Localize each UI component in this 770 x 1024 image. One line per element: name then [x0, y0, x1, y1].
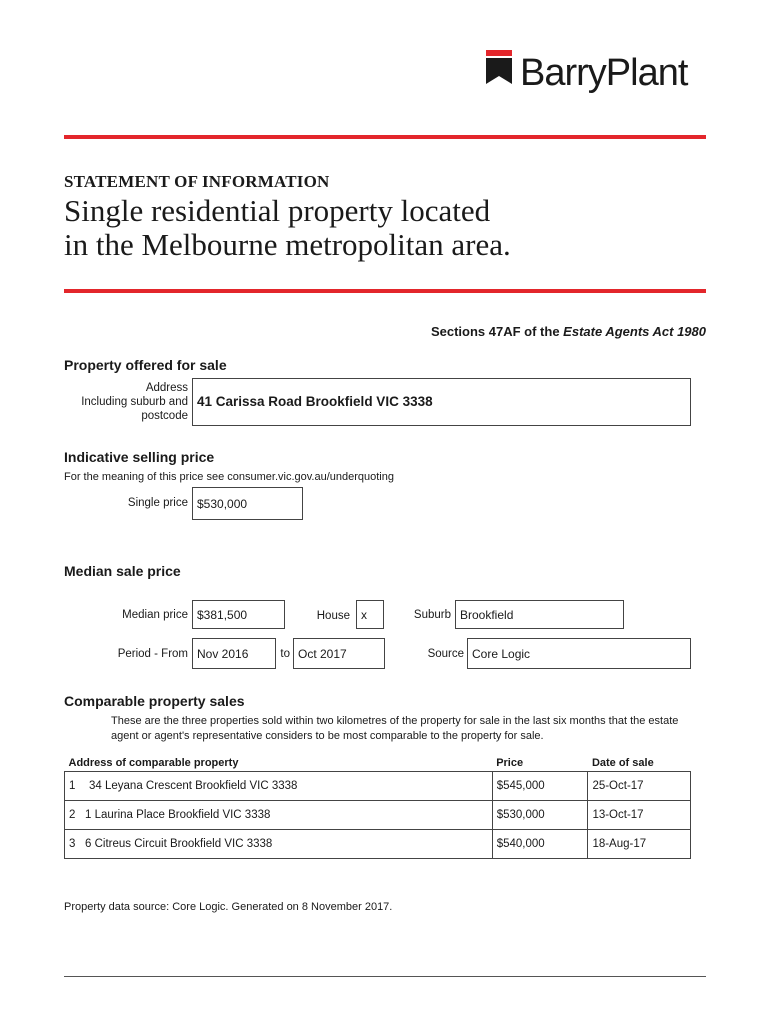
house-label: House: [316, 610, 350, 622]
single-price-label: Single price: [127, 497, 188, 509]
comparable-date-cell[interactable]: 25-Oct-17: [588, 772, 691, 801]
house-checkbox[interactable]: x: [356, 600, 384, 629]
row-number: 3: [69, 838, 76, 850]
comparable-address: 1 Laurina Place Brookfield VIC 3338: [85, 809, 271, 821]
comparable-date-cell[interactable]: 18-Aug-17: [588, 830, 691, 859]
address-label-line-3: postcode: [141, 410, 188, 422]
period-to-field[interactable]: Oct 2017: [293, 638, 385, 669]
data-source-note: Property data source: Core Logic. Generated on 8 November 2017.: [64, 901, 393, 913]
address-label: [60, 381, 188, 423]
comparable-address-cell[interactable]: [65, 772, 493, 801]
document-title: [64, 194, 664, 262]
row-number: 2: [69, 809, 76, 821]
title-line-2: in the Melbourne metropolitan area.: [64, 227, 511, 262]
document-kicker: STATEMENT OF INFORMATION: [64, 172, 330, 191]
address-label-line-2: Including suburb and: [81, 396, 188, 408]
sections-prefix: Sections 47AF of the: [430, 324, 564, 339]
indicative-price-heading: Indicative selling price: [64, 449, 215, 465]
row-number: 1: [69, 780, 76, 792]
suburb-field[interactable]: Brookfield: [455, 600, 624, 629]
period-from-field[interactable]: Nov 2016: [192, 638, 276, 669]
underquoting-note: For the meaning of this price see consumer.vic.gov.au/underquoting: [64, 471, 394, 483]
comparable-description: These are the three properties sold within two kilometres of the property for sale in the last six months that the estate agent or agent's representative considers to be most comparable to the property for sale.: [111, 715, 679, 742]
table-header-row: [65, 754, 691, 772]
comparable-address-cell[interactable]: [65, 801, 493, 830]
comparable-address: 34 Leyana Crescent Brookfield VIC 3338: [89, 780, 298, 792]
comparable-price-cell[interactable]: $530,000: [492, 801, 588, 830]
title-line-1: Single residential property located: [64, 193, 491, 228]
col-date-header: Date of sale: [591, 756, 654, 769]
period-to-label: to: [280, 648, 290, 660]
col-price-header: Price: [496, 756, 524, 769]
comparable-date-cell[interactable]: 13-Oct-17: [588, 801, 691, 830]
barry-plant-logo: [486, 50, 708, 100]
table-row: [65, 830, 691, 859]
comparable-sales-heading: Comparable property sales: [64, 693, 245, 709]
period-from-label: Period - From: [117, 648, 188, 660]
title-divider: [64, 289, 706, 293]
comparable-price-cell[interactable]: $545,000: [492, 772, 588, 801]
top-divider: [64, 135, 706, 139]
median-price-label: Median price: [122, 609, 188, 621]
median-price-field[interactable]: $381,500: [192, 600, 285, 629]
comparable-address-cell[interactable]: [65, 830, 493, 859]
logo-wordmark: BarryPlant: [520, 52, 688, 94]
median-price-heading: Median sale price: [64, 563, 181, 579]
source-label: Source: [427, 648, 464, 660]
property-offered-heading: Property offered for sale: [64, 357, 227, 373]
source-field[interactable]: Core Logic: [467, 638, 691, 669]
single-price-field[interactable]: $530,000: [192, 487, 303, 520]
comparable-address: 6 Citreus Circuit Brookfield VIC 3338: [85, 838, 273, 850]
col-address-header: Address of comparable property: [68, 756, 239, 769]
comparable-sales-table: [64, 754, 691, 859]
table-row: [65, 801, 691, 830]
legislation-reference: [431, 324, 706, 339]
footer-divider: [64, 976, 706, 977]
property-address-field[interactable]: 41 Carissa Road Brookfield VIC 3338: [192, 378, 691, 426]
table-row: [65, 772, 691, 801]
suburb-label: Suburb: [413, 609, 451, 621]
act-name: Estate Agents Act 1980: [563, 324, 706, 339]
logo-mark-icon: [486, 50, 512, 84]
address-label-line-1: Address: [145, 382, 188, 394]
comparable-price-cell[interactable]: $540,000: [492, 830, 588, 859]
